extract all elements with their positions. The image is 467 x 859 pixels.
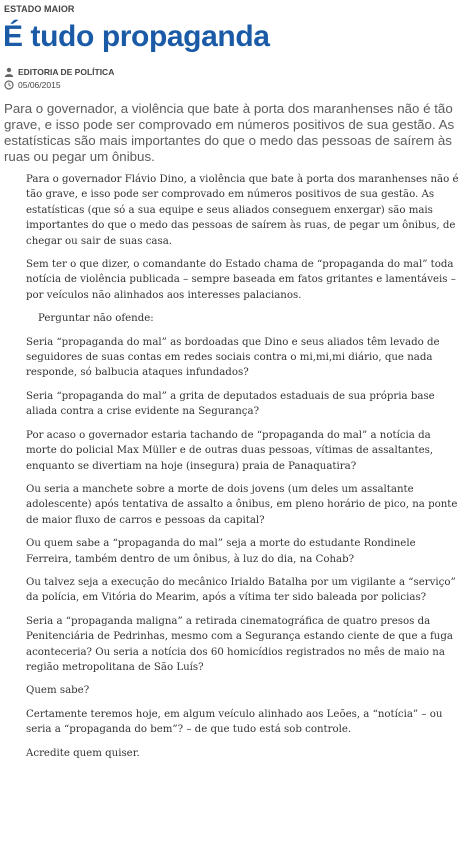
article-lead: Para o governador, a violência que bate à porta dos maranhenses não é tão grave, e isso pode ser comprovado em números positivos de sua gestão. As estatísticas são mais importantes do que o medo das pessoas de saírem às ruas ou pegar um ônibus. <box>4 101 455 164</box>
article-body <box>26 172 461 769</box>
person-icon <box>4 67 14 77</box>
date-row <box>4 79 114 91</box>
body-paragraph: Perguntar não ofende: <box>38 313 154 325</box>
body-paragraph: Por acaso o governador estaria tachando de “propaganda do mal” a notícia da morte do policial Max Müller e de outras duas pessoas, vítimas de assaltantes, enquanto se divertiam na hoje (insegura) praia de Panaquatira? <box>26 429 434 472</box>
body-paragraph: Seria “propaganda do mal” a grita de deputados estaduais de sua própria base aliada contra a crise evidente na Segurança? <box>26 390 435 418</box>
article-title: É tudo propaganda <box>3 20 270 53</box>
body-paragraph: Para o governador Flávio Dino, a violência que bate à porta dos maranhenses não é tão grave, e isso pode ser comprovado em números positivos de sua gestão. As estatísticas (que só a sua equipe e seus aliados conseguem enxergar) são mais importantes do que o medo das pessoas de saírem às ruas, de pegar um ônibus, de chegar ou sair de suas casa. <box>26 174 459 247</box>
body-paragraph: Sem ter o que dizer, o comandante do Estado chama de “propaganda do mal” toda notícia de violência publicada – sempre baseada em fatos gritantes e lamentáveis – por veículos não alinhados aos interesses palacianos. <box>26 259 456 301</box>
body-paragraph: Ou quem sabe a “propaganda do mal” seja a morte do estudante Rondinele Ferreira, também dentro de um ônibus, à luz do dia, na Cohab? <box>26 538 416 565</box>
author-row[interactable] <box>4 66 114 78</box>
article-meta <box>4 66 114 92</box>
body-paragraph: Seria a “propaganda maligna” a retirada cinematográfica de quatro presos da Penitenciária de Pedrinhas, mesmo com a Segurança estando ciente de que a fuga aconteceria? Ou seria a notícia dos 60 homicídios registrados no mês de maio na região metropolitana de São Luís? <box>26 615 453 673</box>
publish-date: 05/06/2015 <box>18 80 61 90</box>
author-name[interactable]: EDITORIA DE POLÍTICA <box>18 67 115 77</box>
body-paragraph: Acredite quem quiser. <box>26 747 140 759</box>
body-paragraph: Seria “propaganda do mal” as bordoadas que Dino e seus aliados têm levado de seguidores de suas contas em redes sociais contra o mi,mi,mi diário, que nada responde, só balbucia ataques infundados? <box>26 336 440 379</box>
body-paragraph: Ou talvez seja a execução do mecânico Irialdo Batalha por um vigilante a “serviço” da polícia, em Vitória do Mearim, após a vítima ter sido baleada por policias? <box>26 576 456 604</box>
body-paragraph: Certamente teremos hoje, em algum veículo alinhado aos Leões, a “notícia” – ou seria a “propaganda do bem”? – de que tudo está sob controle. <box>26 708 443 736</box>
body-paragraph: Ou seria a manchete sobre a morte de dois jovens (um deles um assaltante adolescente) após tentativa de assalto a ônibus, em pleno horário de pico, na ponte de maior fluxo de carros e pessoas da capital? <box>26 483 458 526</box>
section-label[interactable]: ESTADO MAIOR <box>4 4 75 14</box>
clock-icon <box>4 80 14 90</box>
body-paragraph: Quem sabe? <box>26 685 90 697</box>
